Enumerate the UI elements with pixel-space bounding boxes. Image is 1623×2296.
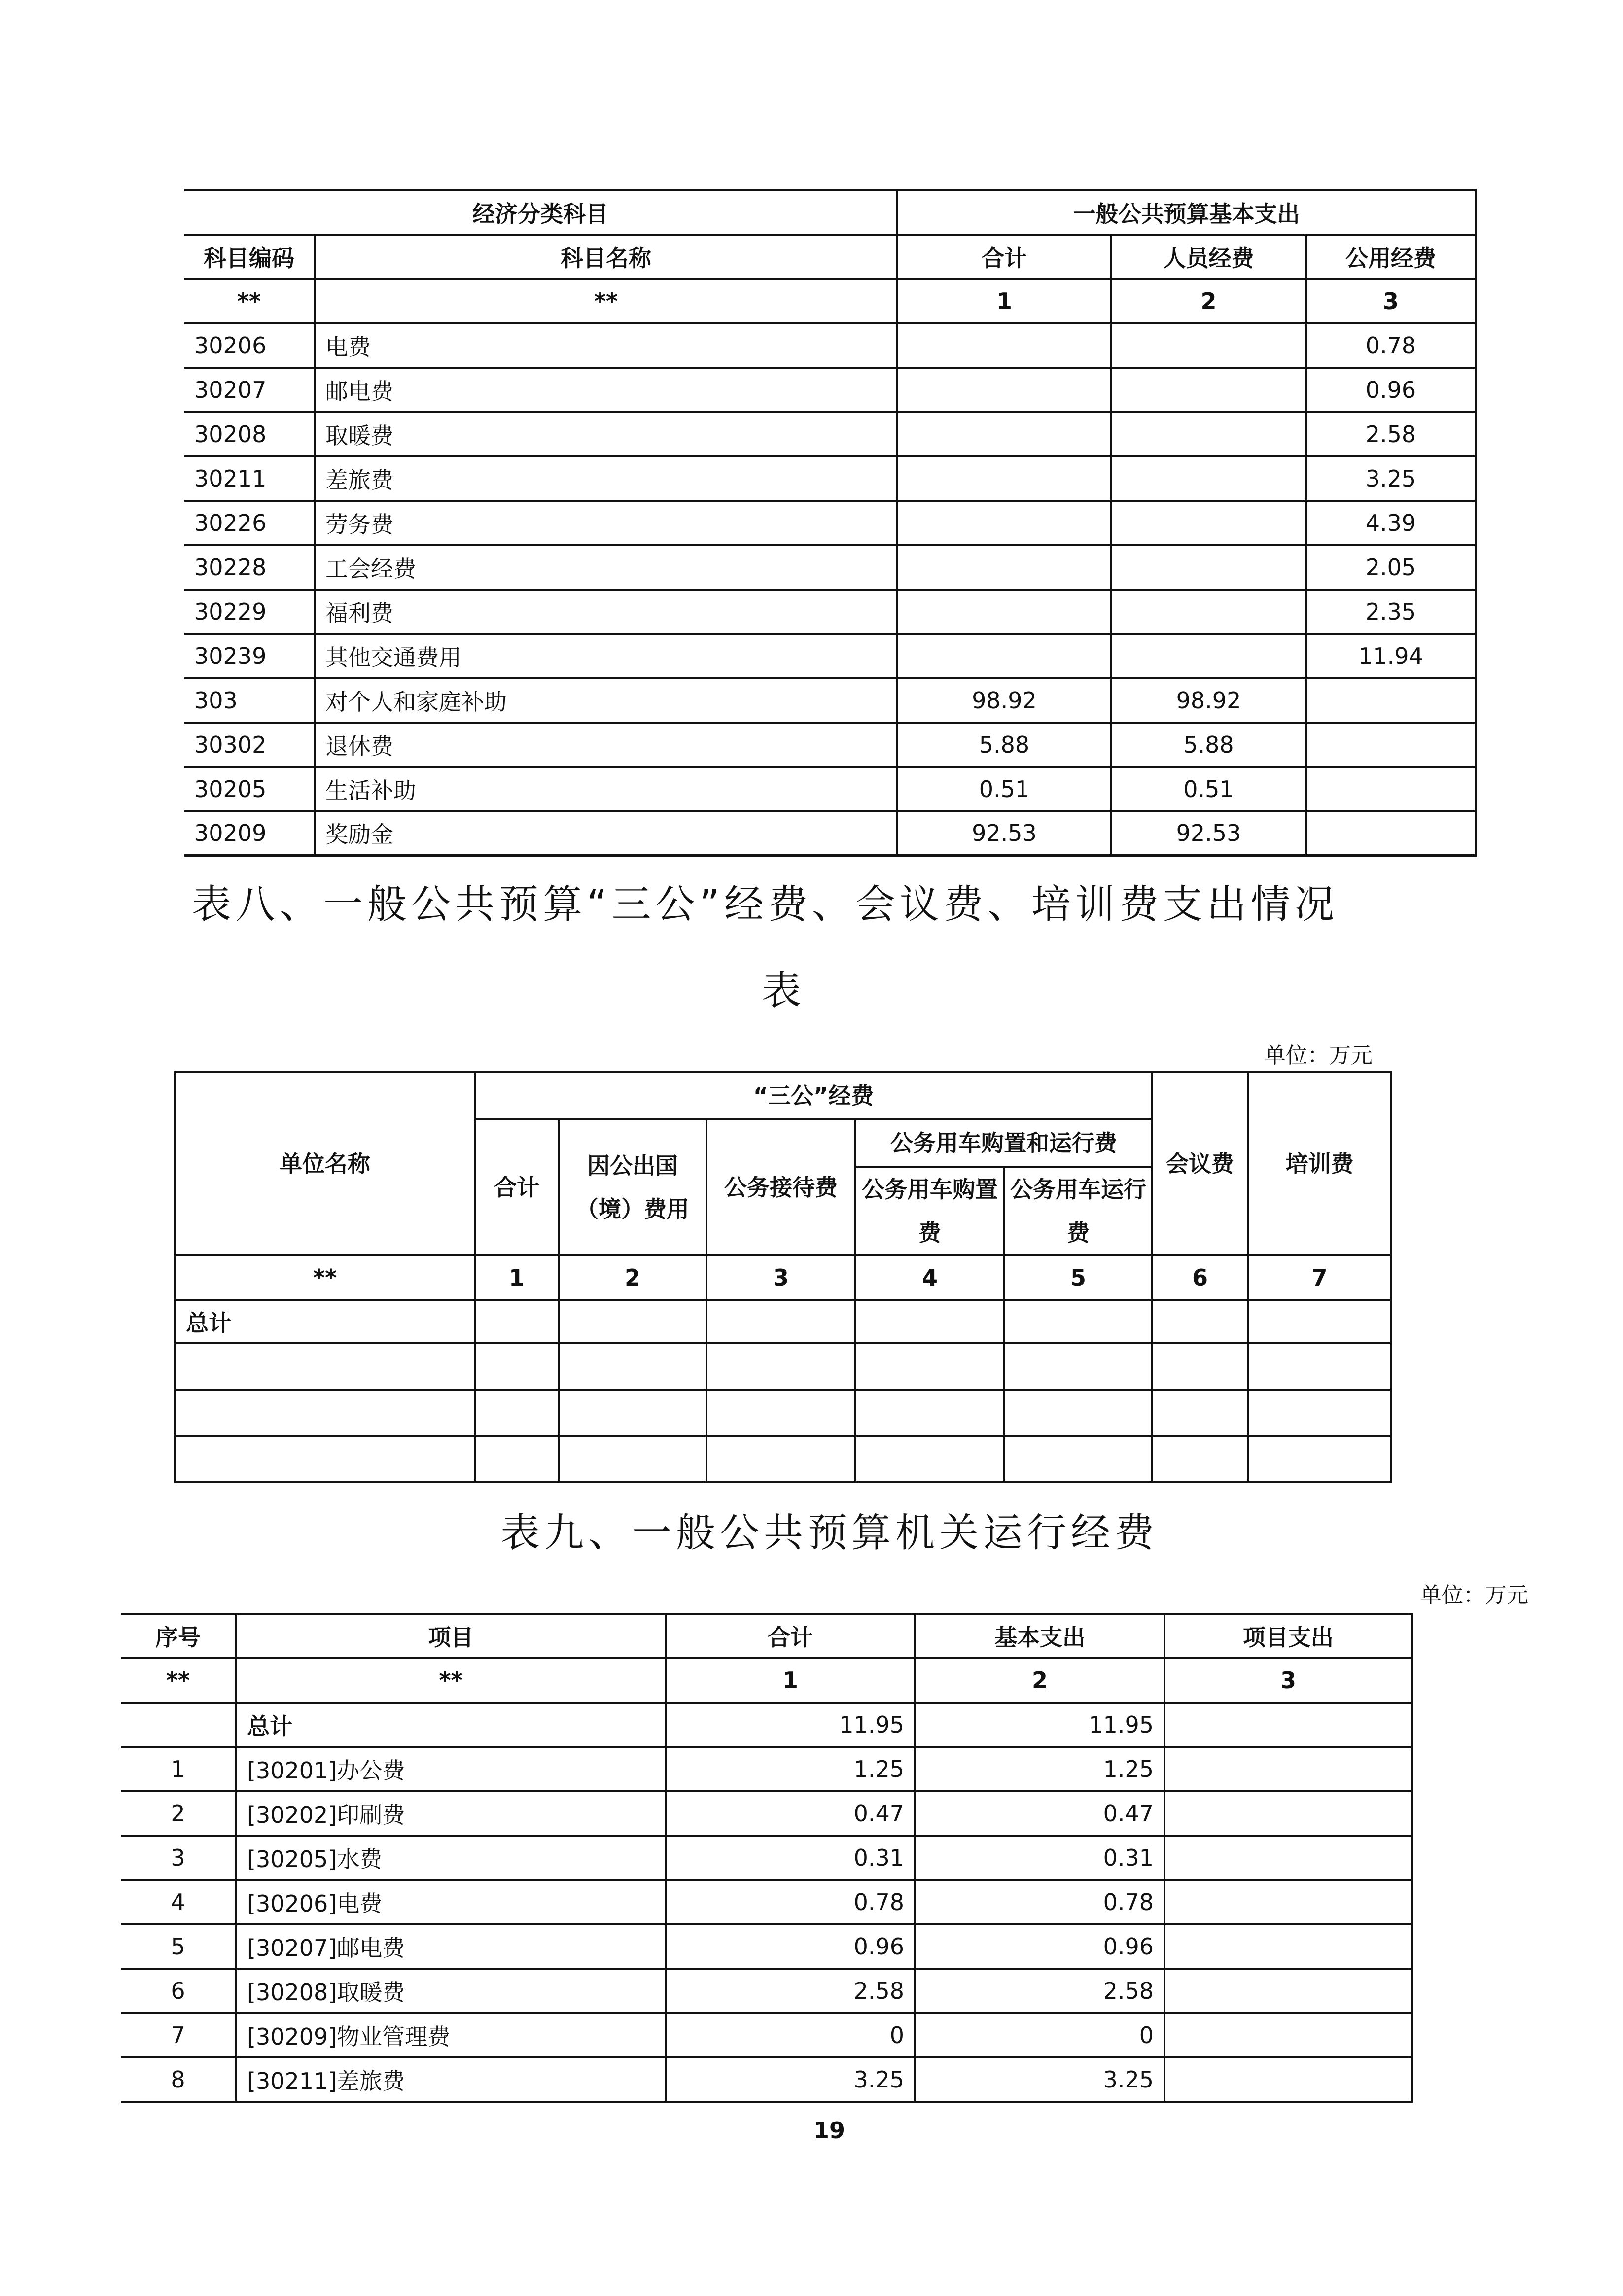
table-row xyxy=(184,767,1476,811)
table-cell xyxy=(897,456,1111,501)
table-cell xyxy=(1306,767,1476,811)
header-item: 项目 xyxy=(236,1614,666,1658)
table-cell xyxy=(1111,545,1306,590)
table-cell: 5.88 xyxy=(897,723,1111,767)
table-cell: 0.78 xyxy=(915,1880,1164,1924)
table-cell: 邮电费 xyxy=(315,368,897,412)
table-cell: 差旅费 xyxy=(315,456,897,501)
table-cell: 0.47 xyxy=(666,1791,915,1836)
table-cell: [30202]印刷费 xyxy=(236,1791,666,1836)
table-cell: 1 xyxy=(666,1658,915,1703)
table-cell: 30228 xyxy=(184,545,315,590)
table8-unit: 单位：万元 xyxy=(1264,1043,1373,1068)
table-cell: 2.35 xyxy=(1306,590,1476,634)
table-cell: 6 xyxy=(1152,1255,1248,1300)
header-vehicle: 公务用车购置和运行费 xyxy=(855,1119,1152,1167)
table-cell: 取暖费 xyxy=(315,412,897,456)
table-cell: 7 xyxy=(121,2013,236,2057)
table9-unit: 单位：万元 xyxy=(1420,1583,1528,1608)
table-cell xyxy=(1164,1880,1412,1924)
table-cell: 2.58 xyxy=(1306,412,1476,456)
header-name: 科目名称 xyxy=(315,235,897,279)
table-cell: 5 xyxy=(121,1924,236,1969)
table-cell xyxy=(1164,1969,1412,2013)
table-cell: 2 xyxy=(1111,279,1306,323)
table-row xyxy=(175,1390,1391,1436)
table-cell: 6 xyxy=(121,1969,236,2013)
table-cell xyxy=(1111,634,1306,678)
table-cell xyxy=(559,1343,706,1390)
table-row xyxy=(121,1703,1412,1747)
table-cell: [30209]物业管理费 xyxy=(236,2013,666,2057)
table-cell xyxy=(1164,2057,1412,2102)
table-cell xyxy=(559,1436,706,1482)
table-cell: ** xyxy=(315,279,897,323)
table-cell xyxy=(1164,1836,1412,1880)
header-project: 项目支出 xyxy=(1164,1614,1412,1658)
header-unit-name: 单位名称 xyxy=(175,1072,475,1255)
table-cell: 30207 xyxy=(184,368,315,412)
table-row xyxy=(121,1791,1412,1836)
table-cell xyxy=(1164,1747,1412,1791)
table-cell: 98.92 xyxy=(1111,678,1306,723)
header-training: 培训费 xyxy=(1248,1072,1391,1255)
table-cell: ** xyxy=(236,1658,666,1703)
table-cell: 0.78 xyxy=(666,1880,915,1924)
header-code: 科目编码 xyxy=(184,235,315,279)
table-row xyxy=(121,2057,1412,2102)
table-cell xyxy=(475,1300,559,1343)
table-cell xyxy=(1152,1343,1248,1390)
table-cell xyxy=(1164,1924,1412,1969)
table-row xyxy=(184,811,1476,856)
table-cell: 92.53 xyxy=(897,811,1111,856)
header-basic: 基本支出 xyxy=(915,1614,1164,1658)
table-row xyxy=(184,412,1476,456)
table-cell xyxy=(475,1390,559,1436)
table-cell: 2 xyxy=(559,1255,706,1300)
table-cell: 30302 xyxy=(184,723,315,767)
table-cell: 0 xyxy=(666,2013,915,2057)
table-cell: 0.51 xyxy=(1111,767,1306,811)
table-cell: [30205]水费 xyxy=(236,1836,666,1880)
table-cell: 98.92 xyxy=(897,678,1111,723)
table-cell: 30211 xyxy=(184,456,315,501)
table-cell xyxy=(1152,1436,1248,1482)
table-cell: 生活补助 xyxy=(315,767,897,811)
table-cell xyxy=(1248,1436,1391,1482)
table-cell: 1 xyxy=(121,1747,236,1791)
table-cell: 11.94 xyxy=(1306,634,1476,678)
table-row xyxy=(184,323,1476,368)
table-cell: ** xyxy=(121,1658,236,1703)
table-cell xyxy=(1004,1300,1152,1343)
table-cell: 总计 xyxy=(236,1703,666,1747)
table-row xyxy=(184,368,1476,412)
header-basic-expenditure: 一般公共预算基本支出 xyxy=(897,190,1476,235)
table-cell: 11.95 xyxy=(666,1703,915,1747)
table-cell xyxy=(1111,412,1306,456)
table-cell xyxy=(706,1436,855,1482)
table-cell xyxy=(1248,1300,1391,1343)
table-row xyxy=(184,723,1476,767)
table-cell xyxy=(1004,1390,1152,1436)
table-cell: [30207]邮电费 xyxy=(236,1924,666,1969)
table-cell: 2.05 xyxy=(1306,545,1476,590)
table-cell xyxy=(1111,368,1306,412)
header-public: 公用经费 xyxy=(1306,235,1476,279)
table-cell: 8 xyxy=(121,2057,236,2102)
table-cell: 0.78 xyxy=(1306,323,1476,368)
table-row xyxy=(184,678,1476,723)
expenditure-by-economic-class-table xyxy=(184,189,1477,857)
table-cell xyxy=(855,1300,1004,1343)
table-cell: 总计 xyxy=(175,1300,475,1343)
table-cell xyxy=(175,1343,475,1390)
table-cell xyxy=(1248,1390,1391,1436)
table-cell: 5 xyxy=(1004,1255,1152,1300)
table-cell xyxy=(1248,1343,1391,1390)
table-cell: 1.25 xyxy=(915,1747,1164,1791)
table-cell: 奖励金 xyxy=(315,811,897,856)
table-cell xyxy=(855,1343,1004,1390)
table-row xyxy=(121,1880,1412,1924)
table-cell xyxy=(559,1390,706,1436)
table-cell: 2 xyxy=(915,1658,1164,1703)
table-cell xyxy=(1164,1791,1412,1836)
table-cell: 30239 xyxy=(184,634,315,678)
table-cell: 其他交通费用 xyxy=(315,634,897,678)
header-reception: 公务接待费 xyxy=(706,1119,855,1255)
table-cell xyxy=(1306,678,1476,723)
table-cell: 0.51 xyxy=(897,767,1111,811)
table-row xyxy=(121,1836,1412,1880)
table-row xyxy=(184,590,1476,634)
table-cell xyxy=(1306,723,1476,767)
table-cell xyxy=(855,1436,1004,1482)
table-cell: 1 xyxy=(475,1255,559,1300)
table-row xyxy=(184,456,1476,501)
table-cell: 30208 xyxy=(184,412,315,456)
table-cell: 4.39 xyxy=(1306,501,1476,545)
table-cell: ** xyxy=(175,1255,475,1300)
table-cell xyxy=(121,1703,236,1747)
table-cell: 3.25 xyxy=(1306,456,1476,501)
table-cell: 对个人和家庭补助 xyxy=(315,678,897,723)
table-row xyxy=(121,1747,1412,1791)
header-total: 合计 xyxy=(666,1614,915,1658)
table-row xyxy=(184,501,1476,545)
table-cell xyxy=(1111,323,1306,368)
table-cell xyxy=(175,1436,475,1482)
table-cell: 30206 xyxy=(184,323,315,368)
table-cell: 3 xyxy=(1164,1658,1412,1703)
table-cell: [30211]差旅费 xyxy=(236,2057,666,2102)
table-cell xyxy=(897,545,1111,590)
table8-title-cont: 表 xyxy=(762,968,806,1013)
page-number: 19 xyxy=(813,2117,846,2144)
table-cell xyxy=(1004,1436,1152,1482)
table-row xyxy=(175,1436,1391,1482)
table-cell xyxy=(897,412,1111,456)
table-cell: 劳务费 xyxy=(315,501,897,545)
table-cell: [30208]取暖费 xyxy=(236,1969,666,2013)
table9-title: 表九、一般公共预算机关运行经费 xyxy=(500,1510,1159,1556)
table-cell: 92.53 xyxy=(1111,811,1306,856)
table-cell xyxy=(897,368,1111,412)
table-row xyxy=(121,1924,1412,1969)
table-cell xyxy=(1111,501,1306,545)
table-cell xyxy=(1164,1703,1412,1747)
table-cell: 2.58 xyxy=(915,1969,1164,2013)
table-cell: 30205 xyxy=(184,767,315,811)
table-cell xyxy=(1111,590,1306,634)
table-cell xyxy=(706,1390,855,1436)
table-row xyxy=(175,1343,1391,1390)
table-cell: [30201]办公费 xyxy=(236,1747,666,1791)
header-total: 合计 xyxy=(475,1119,559,1255)
table-cell xyxy=(1306,811,1476,856)
table-cell: 11.95 xyxy=(915,1703,1164,1747)
table-cell: 3.25 xyxy=(666,2057,915,2102)
table-cell xyxy=(559,1300,706,1343)
table-cell: 4 xyxy=(121,1880,236,1924)
header-total: 合计 xyxy=(897,235,1111,279)
header-seq: 序号 xyxy=(121,1614,236,1658)
header-personnel: 人员经费 xyxy=(1111,235,1306,279)
table-cell: 2.58 xyxy=(666,1969,915,2013)
table-row xyxy=(121,2013,1412,2057)
table-cell: 0.31 xyxy=(666,1836,915,1880)
table-cell xyxy=(475,1436,559,1482)
table-cell: 3.25 xyxy=(915,2057,1164,2102)
table-cell: 2 xyxy=(121,1791,236,1836)
table-cell: 0.96 xyxy=(915,1924,1164,1969)
header-vehicle-purchase: 公务用车购置费 xyxy=(855,1167,1004,1255)
index-row xyxy=(184,279,1476,323)
table-cell: 3 xyxy=(1306,279,1476,323)
table-row xyxy=(184,634,1476,678)
index-row xyxy=(121,1658,1412,1703)
header-meeting: 会议费 xyxy=(1152,1072,1248,1255)
table-cell: ** xyxy=(184,279,315,323)
table-cell xyxy=(855,1390,1004,1436)
table-cell: 0 xyxy=(915,2013,1164,2057)
table-cell: [30206]电费 xyxy=(236,1880,666,1924)
table-cell: 退休费 xyxy=(315,723,897,767)
table-cell: 5.88 xyxy=(1111,723,1306,767)
table-cell xyxy=(706,1343,855,1390)
header-economic-class: 经济分类科目 xyxy=(184,190,897,235)
table-cell xyxy=(897,590,1111,634)
table-cell: 0.31 xyxy=(915,1836,1164,1880)
table-cell xyxy=(1111,456,1306,501)
table-cell: 3 xyxy=(121,1836,236,1880)
table-cell xyxy=(1152,1300,1248,1343)
table8-title: 表八、一般公共预算“三公”经费、会议费、培训费支出情况 xyxy=(192,881,1339,927)
table-cell: 1 xyxy=(897,279,1111,323)
header-sangong: “三公”经费 xyxy=(475,1072,1152,1119)
table-cell: 303 xyxy=(184,678,315,723)
table-cell: 电费 xyxy=(315,323,897,368)
table-cell: 1.25 xyxy=(666,1747,915,1791)
table-cell: 7 xyxy=(1248,1255,1391,1300)
table-cell xyxy=(175,1390,475,1436)
table-cell xyxy=(1004,1343,1152,1390)
table-cell: 3 xyxy=(706,1255,855,1300)
table-cell: 30209 xyxy=(184,811,315,856)
operating-expenses-table xyxy=(121,1613,1413,2103)
three-public-expenses-table xyxy=(174,1071,1392,1483)
table-cell xyxy=(897,501,1111,545)
table-row xyxy=(175,1300,1391,1343)
table-row xyxy=(121,1969,1412,2013)
table-cell xyxy=(706,1300,855,1343)
table-cell: 0.96 xyxy=(666,1924,915,1969)
table-cell: 福利费 xyxy=(315,590,897,634)
table-cell: 0.47 xyxy=(915,1791,1164,1836)
table-cell xyxy=(475,1343,559,1390)
table-cell: 工会经费 xyxy=(315,545,897,590)
table-cell xyxy=(1152,1390,1248,1436)
table-cell: 0.96 xyxy=(1306,368,1476,412)
table-cell xyxy=(897,634,1111,678)
table-cell: 4 xyxy=(855,1255,1004,1300)
index-row xyxy=(175,1255,1391,1300)
header-abroad: 因公出国（境）费用 xyxy=(559,1119,706,1255)
table-row xyxy=(184,545,1476,590)
table-cell xyxy=(1164,2013,1412,2057)
table-cell xyxy=(897,323,1111,368)
table-cell: 30229 xyxy=(184,590,315,634)
table-cell: 30226 xyxy=(184,501,315,545)
header-vehicle-operation: 公务用车运行费 xyxy=(1004,1167,1152,1255)
